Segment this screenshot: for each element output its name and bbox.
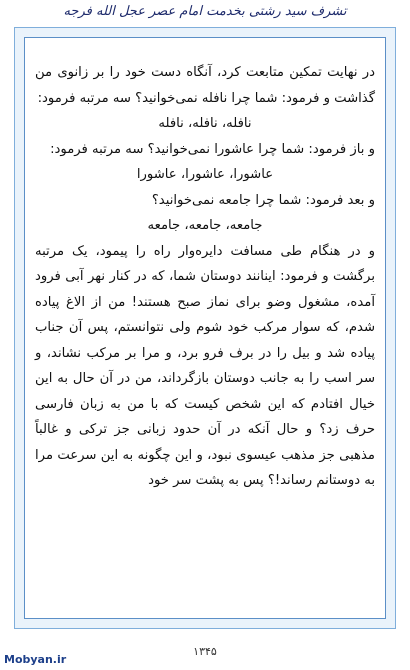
paragraph: و در هنگام طی مسافت دایره‌وار راه را پیمود، یک مرتبه برگشت و فرمود: اینانند دوستان شما، که در کنار نهر آبی فرود آمده، مشغول وضو برای نماز صبح هستند! من از الاغ پیاده شدم، که سوار مرکب خود شوم ولی نتوانستم، پس آن جناب پیاده شد و بیل را در برف فرو برد، و مرا بر مرکب نشاند، و سر اسب را به جانب دوستان بازگرداند، من در آن حال به این خیال افتادم که این شخص کیست که با من به زبان فارسی حرف زد؟ و حال آنکه در آن حدود زبانی جز ترکی و غالباً مذهبی جز مذهب عیسوی نبود، و این چگونه به این سرعت مرا به دوستانم رساند!؟ پس به پشت سر خود [35, 243, 375, 488]
page-number: ۱۳۴۵ [193, 645, 217, 658]
repeated-phrase: نافله، نافله، نافله [158, 116, 252, 131]
paragraph: و باز فرمود: شما چرا عاشورا نمی‌خوانید؟ سه مرتبه فرمود: [50, 141, 375, 157]
repeated-phrase: جامعه، جامعه، جامعه [147, 218, 263, 233]
paragraph: و بعد فرمود: شما چرا جامعه نمی‌خوانید؟ [151, 192, 375, 208]
repeated-phrase: عاشورا، عاشورا، عاشورا [136, 167, 274, 182]
source-watermark: Mobyan.ir [4, 653, 67, 666]
paragraph: در نهایت تمکین متابعت کرد، آنگاه دست خود را بر زانوی من گذاشت و فرمود: شما چرا نافله نمی‌خوانید؟ سه مرتبه فرمود: [35, 65, 375, 106]
page-frame [14, 27, 396, 629]
page-content-frame [24, 37, 386, 619]
page-header-title: تشرف سید رشتی بخدمت امام عصر عجل الله فرجه [63, 4, 347, 19]
body-text [35, 60, 375, 494]
